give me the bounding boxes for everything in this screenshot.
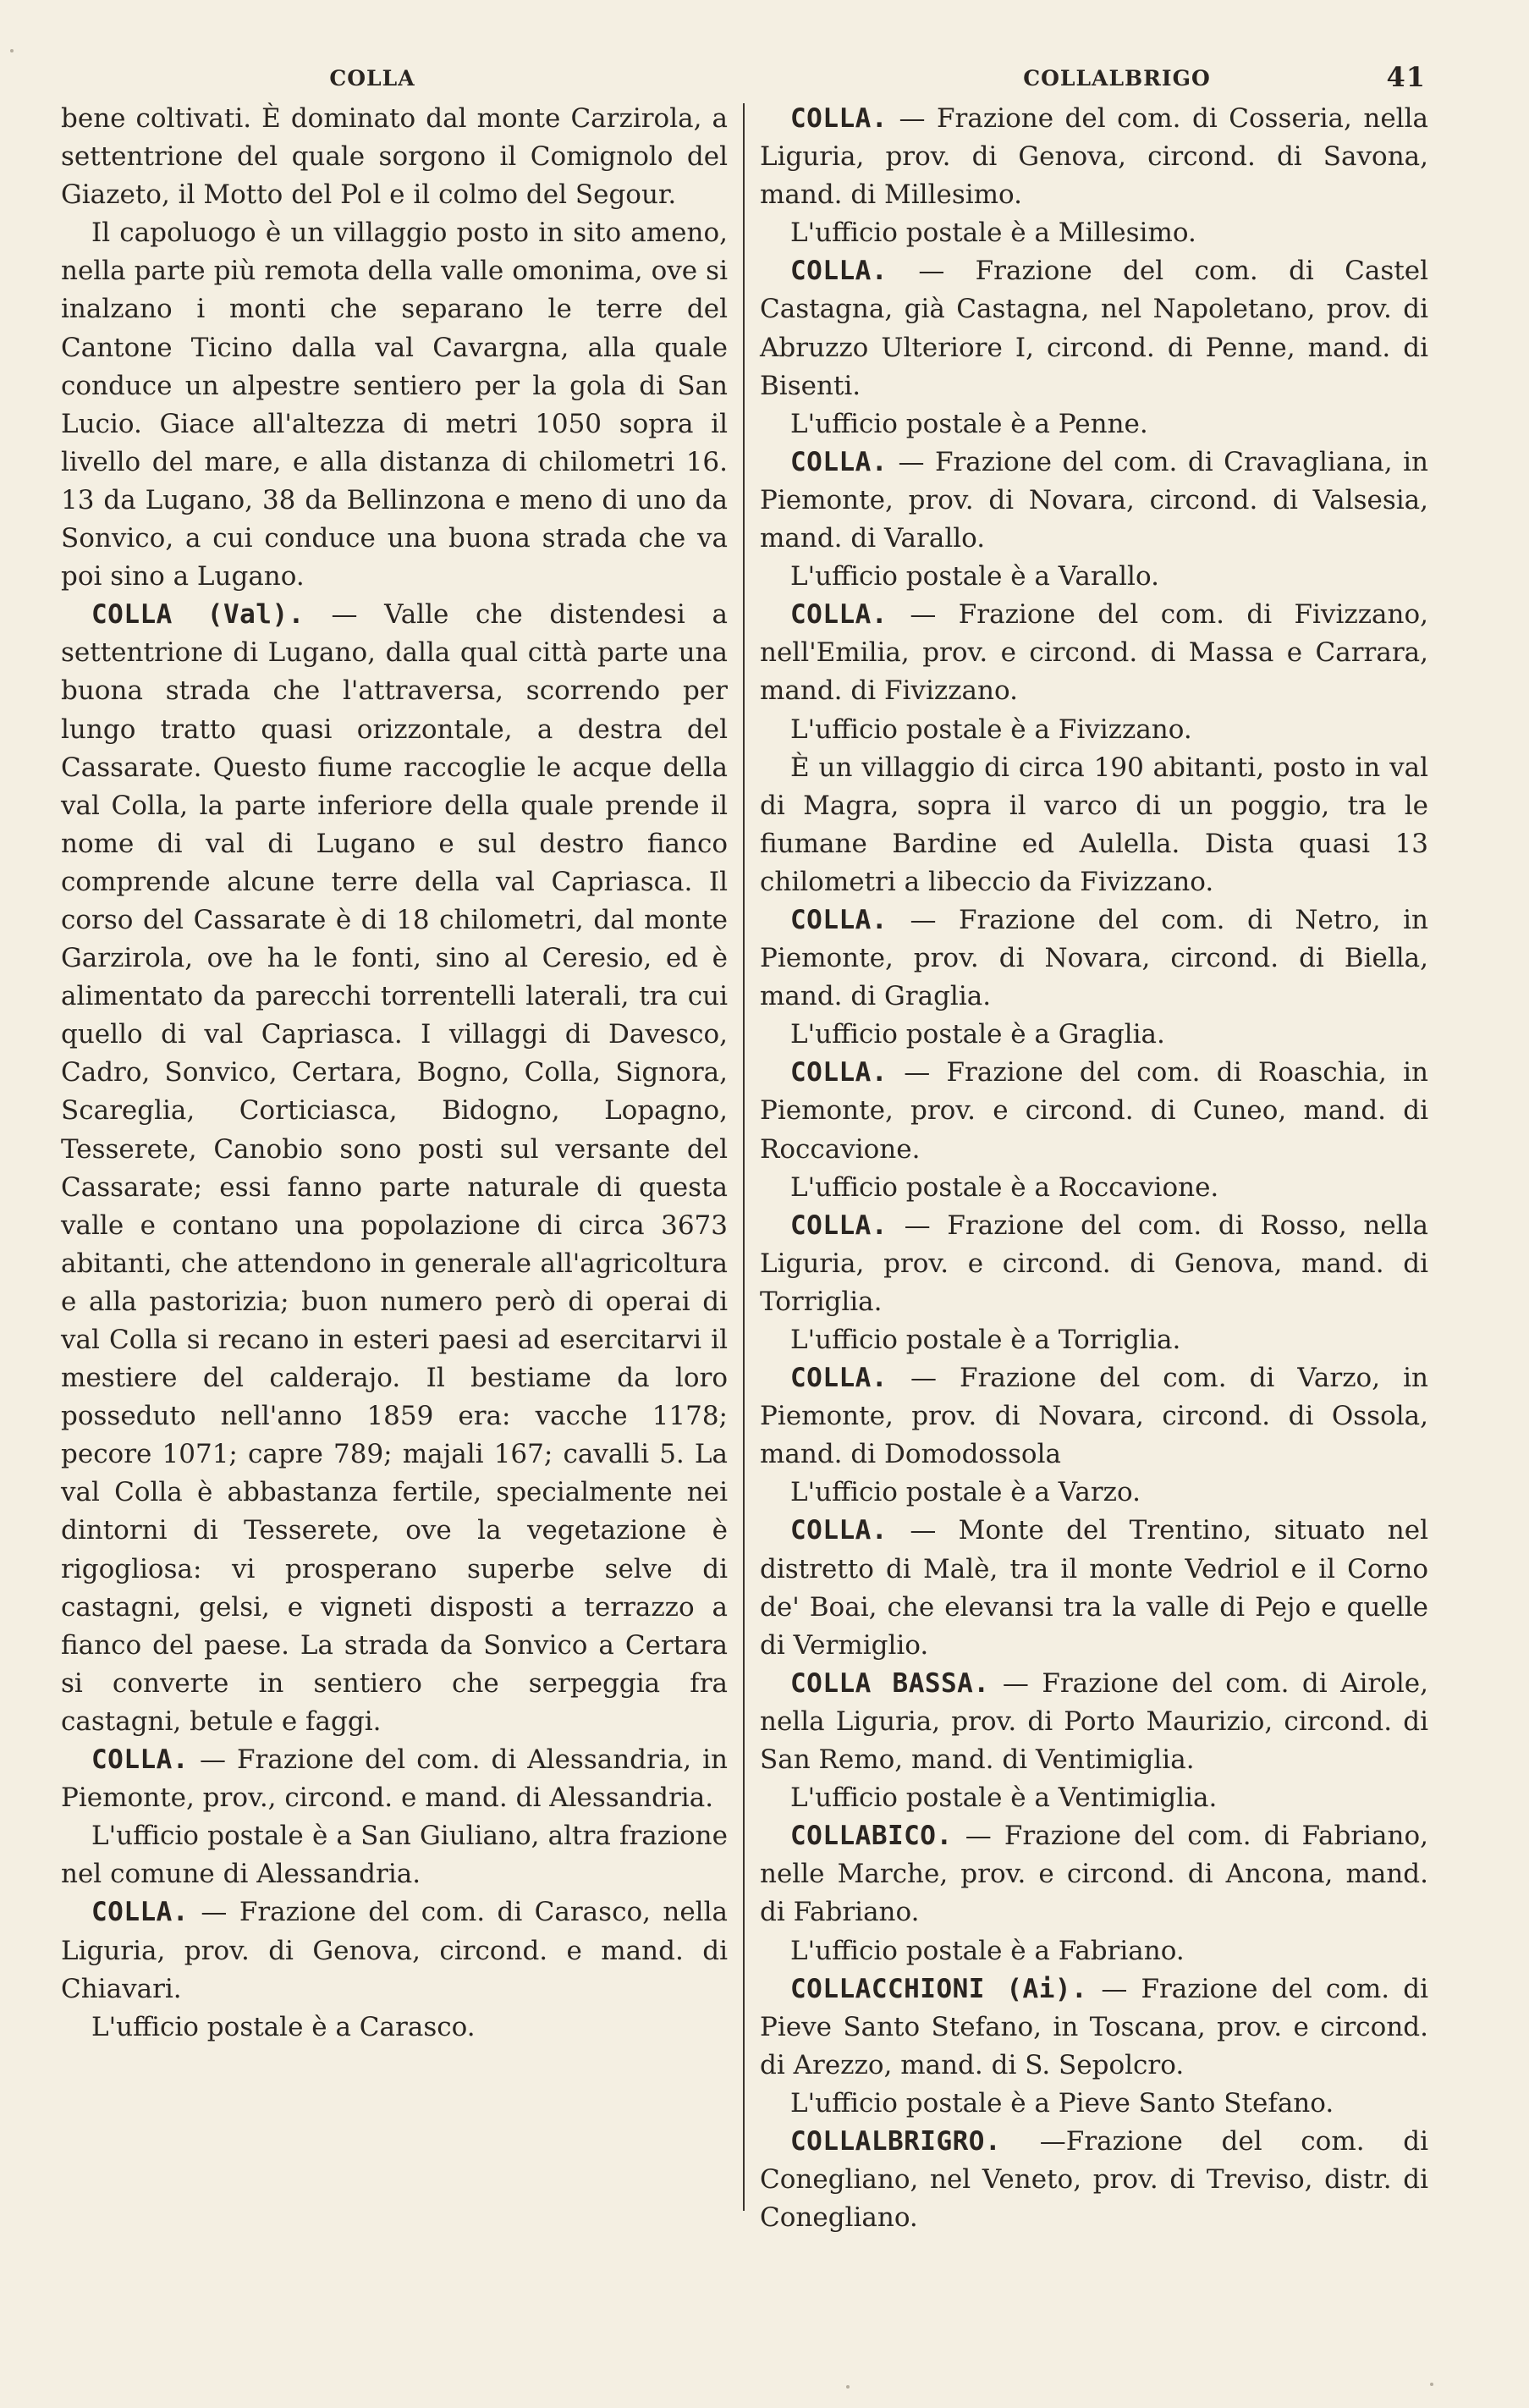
- entry-headword: COLLA.: [790, 1363, 888, 1394]
- entry-text: — Monte del Trentino, situato nel distretto di Malè, tra il monte Vedriol e il Corno de' Boai, che elevansi tra la valle di Pejo e quelle di Vermiglio.: [760, 1515, 1428, 1661]
- dictionary-entry: [760, 1665, 1428, 1779]
- dictionary-entry: [760, 1054, 1428, 1168]
- entry-headword: COLLA.: [790, 1515, 888, 1546]
- entry-paragraph: [61, 1817, 728, 1893]
- entry-text: — Frazione del com. di Fivizzano, nell'Emilia, prov. e circond. di Massa e Carrara, mand. di Fivizzano.: [760, 599, 1428, 707]
- entry-text: — Frazione del com. di Alessandria, in Piemonte, prov., circond. e mand. di Alessandria.: [61, 1744, 728, 1814]
- entry-headword: COLLA BASSA.: [790, 1667, 990, 1699]
- entry-headword: COLLABICO.: [790, 1821, 953, 1852]
- entry-paragraph: [760, 1169, 1428, 1207]
- entry-text: — Frazione del com. di Carasco, nella Liguria, prov. di Genova, circond. e mand. di Chiavari.: [61, 1897, 728, 2004]
- dictionary-entry: [61, 1741, 728, 1817]
- dictionary-entry: [760, 1512, 1428, 1664]
- entry-paragraph: [760, 214, 1428, 252]
- dictionary-entry: [760, 100, 1428, 214]
- paper-speck: [10, 49, 14, 52]
- entry-paragraph: [760, 1474, 1428, 1512]
- entry-text: — Frazione del com. di Cravagliana, in Piemonte, prov. di Novara, circond. di Valsesia, mand. di Varallo.: [760, 446, 1428, 554]
- entry-paragraph: [760, 1779, 1428, 1817]
- entry-text: — Frazione del com. di Airole, nella Liguria, prov. di Porto Maurizio, circond. di San Remo, mand. di Ventimiglia.: [760, 1667, 1428, 1776]
- entry-headword: COLLA.: [790, 446, 888, 477]
- entry-text: L'ufficio postale è a Roccavione.: [790, 1171, 1219, 1203]
- entry-headword: COLLA.: [790, 256, 888, 287]
- entry-paragraph: [61, 2009, 728, 2047]
- dictionary-entry: [760, 2123, 1428, 2237]
- entry-text: — Frazione del com. di Cosseria, nella Liguria, prov. di Genova, circond. di Savona, mand. di Millesimo.: [760, 103, 1428, 211]
- entry-text: L'ufficio postale è a Pieve Santo Stefano.: [790, 2087, 1334, 2119]
- dictionary-entry: [760, 1359, 1428, 1474]
- entry-headword: COLLA.: [790, 1210, 888, 1241]
- entry-text: — Frazione del com. di Fabriano, nelle Marche, prov. e circond. di Ancona, mand. di Fabriano.: [760, 1821, 1428, 1928]
- entry-headword: COLLA.: [790, 599, 888, 631]
- entry-paragraph: [760, 558, 1428, 596]
- column-divider: [743, 103, 745, 2211]
- entry-paragraph: [61, 214, 728, 596]
- paper-speck: [846, 2385, 850, 2389]
- entry-text: — Frazione del com. di Roaschia, in Piemonte, prov. e circond. di Cuneo, mand. di Roccavione.: [760, 1057, 1428, 1165]
- running-header-left: COLLA: [329, 66, 415, 91]
- entry-text: — Frazione del com. di Pieve Santo Stefano, in Toscana, prov. e circond. di Arezzo, mand. di S. Sepolcro.: [760, 1973, 1428, 2080]
- entry-text: — Valle che distendesi a settentrione di Lugano, dalla qual città parte una buona strada che l'attraversa, scorrendo per lungo tratto quasi orizzontale, a destra del Cassarate. Questo fiume raccoglie le acque della val Colla, la parte inferiore della quale prende il nome di val di Lugano e sul destro fianco comprende alcune terre della val Capriasca. Il corso del Cassarate è di 18 chilometri, dal monte Garzirola, ove ha le fonti, sino al Ceresio, ed è alimentato da parecchi torrentelli laterali, tra cui quello di val Capriasca. I villaggi di Davesco, Cadro, Sonvico, Certara, Bogno, Colla, Signora, Scareglia, Corticiasca, Bidogno, Lopagno, Tesserete, Canobio sono posti sul versante del Cassarate; essi fanno parte naturale di questa valle e contano una popolazione di circa 3673 abitanti, che attendono in generale all'agricoltura e alla pastorizia; buon numero però di operai di val Colla si recano in esteri paesi ad esercitarvi il mestiere del calderajo. Il bestiame da loro posseduto nell'anno 1859 era: vacche 1178; pecore 1071; capre 789; majali 167; cavalli 5. La val Colla è abbastanza fertile, specialmente nei dintorni di Tesserete, ove la vegetazione è rigogliosa: vi prosperano superbe selve di castagni, gelsi, e vigneti disposti a terrazzo a fianco del paese. La strada da Sonvico a Certara si converte in sentiero che serpeggia fra castagni, betule e faggi.: [61, 599, 728, 1737]
- entry-text: L'ufficio postale è a Fivizzano.: [790, 714, 1192, 745]
- dictionary-entry: [61, 596, 728, 1741]
- entry-paragraph: [760, 1321, 1428, 1359]
- entry-text: L'ufficio postale è a Torriglia.: [790, 1325, 1181, 1355]
- entry-headword: COLLACCHIONI (Ai).: [790, 1973, 1088, 2004]
- entry-paragraph: [760, 1932, 1428, 1970]
- entry-text: L'ufficio postale è a San Giuliano, altra frazione nel comune di Alessandria.: [61, 1821, 728, 1890]
- entry-text: bene coltivati. È dominato dal monte Carzirola, a settentrione del quale sorgono il Comignolo del Giazeto, il Motto del Pol e il colmo del Segour.: [61, 103, 728, 211]
- entry-text: L'ufficio postale è a Graglia.: [790, 1019, 1165, 1050]
- dictionary-entry: [760, 1970, 1428, 2085]
- entry-paragraph: [760, 405, 1428, 444]
- paper-speck: [1430, 2383, 1433, 2386]
- entry-text: —Frazione del com. di Conegliano, nel Veneto, prov. di Treviso, distr. di Conegliano.: [760, 2125, 1428, 2234]
- entry-text: — Frazione del com. di Rosso, nella Liguria, prov. e circond. di Genova, mand. di Torriglia.: [760, 1210, 1428, 1317]
- dictionary-entry: [760, 444, 1428, 558]
- entry-paragraph: [760, 711, 1428, 749]
- entry-text: — Frazione del com. di Netro, in Piemonte, prov. di Novara, circond. di Biella, mand. di Graglia.: [760, 904, 1428, 1012]
- entry-text: Il capoluogo è un villaggio posto in sito ameno, nella parte più remota della valle omonima, ove si inalzano i monti che separano le terre del Cantone Ticino dalla val Cavargna, alla quale conduce un alpestre sentiero per la gola di San Lucio. Giace all'altezza di metri 1050 sopra il livello del mare, e alla distanza di chilometri 16. 13 da Lugano, 38 da Bellinzona e meno di uno da Sonvico, a cui conduce una buona strada che va poi sino a Lugano.: [61, 218, 728, 592]
- entry-text: L'ufficio postale è a Fabriano.: [790, 1935, 1185, 1966]
- entry-text: È un villaggio di circa 190 abitanti, posto in val di Magra, sopra il varco di un poggio, tra le fiumane Bardine ed Aulella. Dista quasi 13 chilometri a libeccio da Fivizzano.: [760, 752, 1428, 897]
- entry-text: L'ufficio postale è a Varzo.: [790, 1477, 1141, 1508]
- entry-text: L'ufficio postale è a Penne.: [790, 408, 1148, 439]
- entry-headword: COLLA (Val).: [91, 599, 305, 631]
- entry-text: L'ufficio postale è a Carasco.: [91, 2011, 476, 2042]
- entry-headword: COLLA.: [790, 1057, 888, 1088]
- entry-paragraph: [760, 1016, 1428, 1054]
- right-column: [760, 100, 1428, 2237]
- entry-headword: COLLALBRIGRO.: [790, 2125, 1002, 2157]
- entry-text: L'ufficio postale è a Varallo.: [790, 561, 1159, 592]
- entry-paragraph: [61, 100, 728, 214]
- entry-headword: COLLA.: [790, 103, 888, 134]
- dictionary-entry: [760, 596, 1428, 710]
- entry-headword: COLLA.: [91, 1897, 189, 1928]
- entry-text: — Frazione del com. di Varzo, in Piemonte, prov. di Novara, circond. di Ossola, mand. di Domodossola: [760, 1363, 1428, 1470]
- dictionary-entry: [760, 1817, 1428, 1931]
- entry-text: L'ufficio postale è a Millesimo.: [790, 218, 1196, 249]
- entry-headword: COLLA.: [91, 1744, 189, 1776]
- entry-paragraph: [760, 749, 1428, 901]
- dictionary-entry: [760, 252, 1428, 405]
- page-number: 41: [1386, 61, 1426, 93]
- running-header-right: COLLALBRIGO: [1023, 66, 1211, 91]
- dictionary-entry: [760, 1207, 1428, 1321]
- left-column: [61, 100, 728, 2047]
- dictionary-entry: [760, 901, 1428, 1016]
- entry-text: L'ufficio postale è a Ventimiglia.: [790, 1783, 1218, 1814]
- entry-text: — Frazione del com. di Castel Castagna, già Castagna, nel Napoletano, prov. di Abruzzo Ulteriore I, circond. di Penne, mand. di Bisenti.: [760, 256, 1428, 401]
- dictionary-entry: [61, 1893, 728, 2008]
- entry-headword: COLLA.: [790, 904, 888, 935]
- entry-paragraph: [760, 2085, 1428, 2123]
